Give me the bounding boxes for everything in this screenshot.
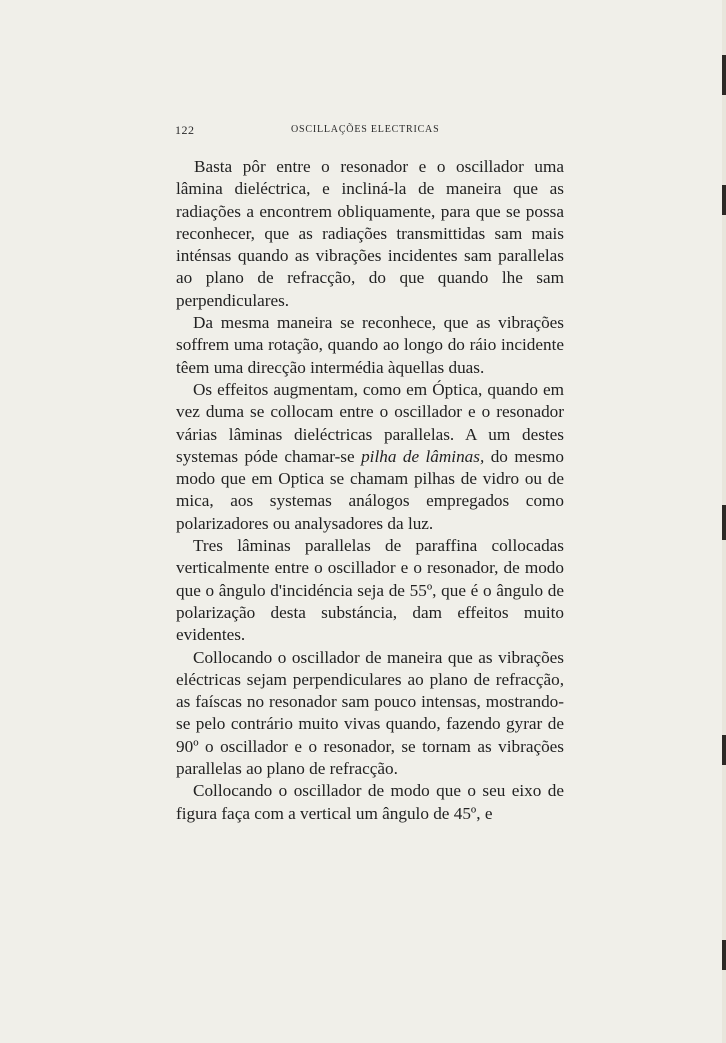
paragraph-text: do mesmo modo que em Optica se chamam pilhas de vidro ou de mica, aos systemas análogos empregados como polarizadores ou analysadores da luz. bbox=[176, 446, 564, 533]
body-text bbox=[176, 156, 564, 825]
paragraph: Collocando o oscillador de maneira que as vibrações eléctricas sejam perpendiculares ao plano de refracção, as faíscas no resonador sam pouco intensas, mostrando-se pelo contrário muito vivas quando, fazendo gyrar de 90º o oscillador e o resonador, se tornam as vibrações parallelas ao plano de refracção. bbox=[176, 647, 564, 779]
page-header bbox=[175, 123, 565, 139]
italic-term: pilha de lâminas, bbox=[361, 446, 485, 466]
edge-mark bbox=[722, 185, 726, 215]
edge-mark bbox=[722, 55, 726, 95]
paragraph: Da mesma maneira se reconhece, que as vibrações soffrem uma rotação, quando ao longo do ráio incidente têem uma direcção intermédia àquellas duas. bbox=[176, 313, 564, 377]
paragraph: Collocando o oscillador de modo que o seu eixo de figura faça com a vertical um ângulo de 45º, e bbox=[176, 781, 564, 823]
edge-mark bbox=[722, 505, 726, 540]
paragraph-text: Os effeitos augmentam, como em Óptica, quando em vez duma se collocam entre o oscillador e o resonador várias lâminas dieléctricas parallelas. A um destes systemas póde chamar-se bbox=[176, 379, 564, 466]
paragraph: Basta pôr entre o resonador e o oscillador uma lâmina dieléctrica, e incliná-la de maneira que as radiações a encontrem obliquamente, para que se possa reconhecer, que as radiações transmittidas sam mais inténsas quando as vibrações incidentes sam parallelas ao plano de refracção, do que quando lhe sam perpendiculares. bbox=[176, 157, 564, 310]
paragraph bbox=[176, 379, 564, 535]
page-number: 122 bbox=[175, 123, 195, 137]
paragraph: Tres lâminas parallelas de paraffina collocadas verticalmente entre o oscillador e o resonador, de modo que o ângulo d'incidéncia seja de 55º, que é o ângulo de polarização desta substáncia, dam effeitos muito evidentes. bbox=[176, 536, 564, 645]
edge-mark bbox=[722, 735, 726, 765]
page-edge bbox=[722, 0, 726, 1043]
edge-mark bbox=[722, 940, 726, 970]
running-title: OSCILLAÇÕES ELECTRICAS bbox=[291, 124, 440, 135]
